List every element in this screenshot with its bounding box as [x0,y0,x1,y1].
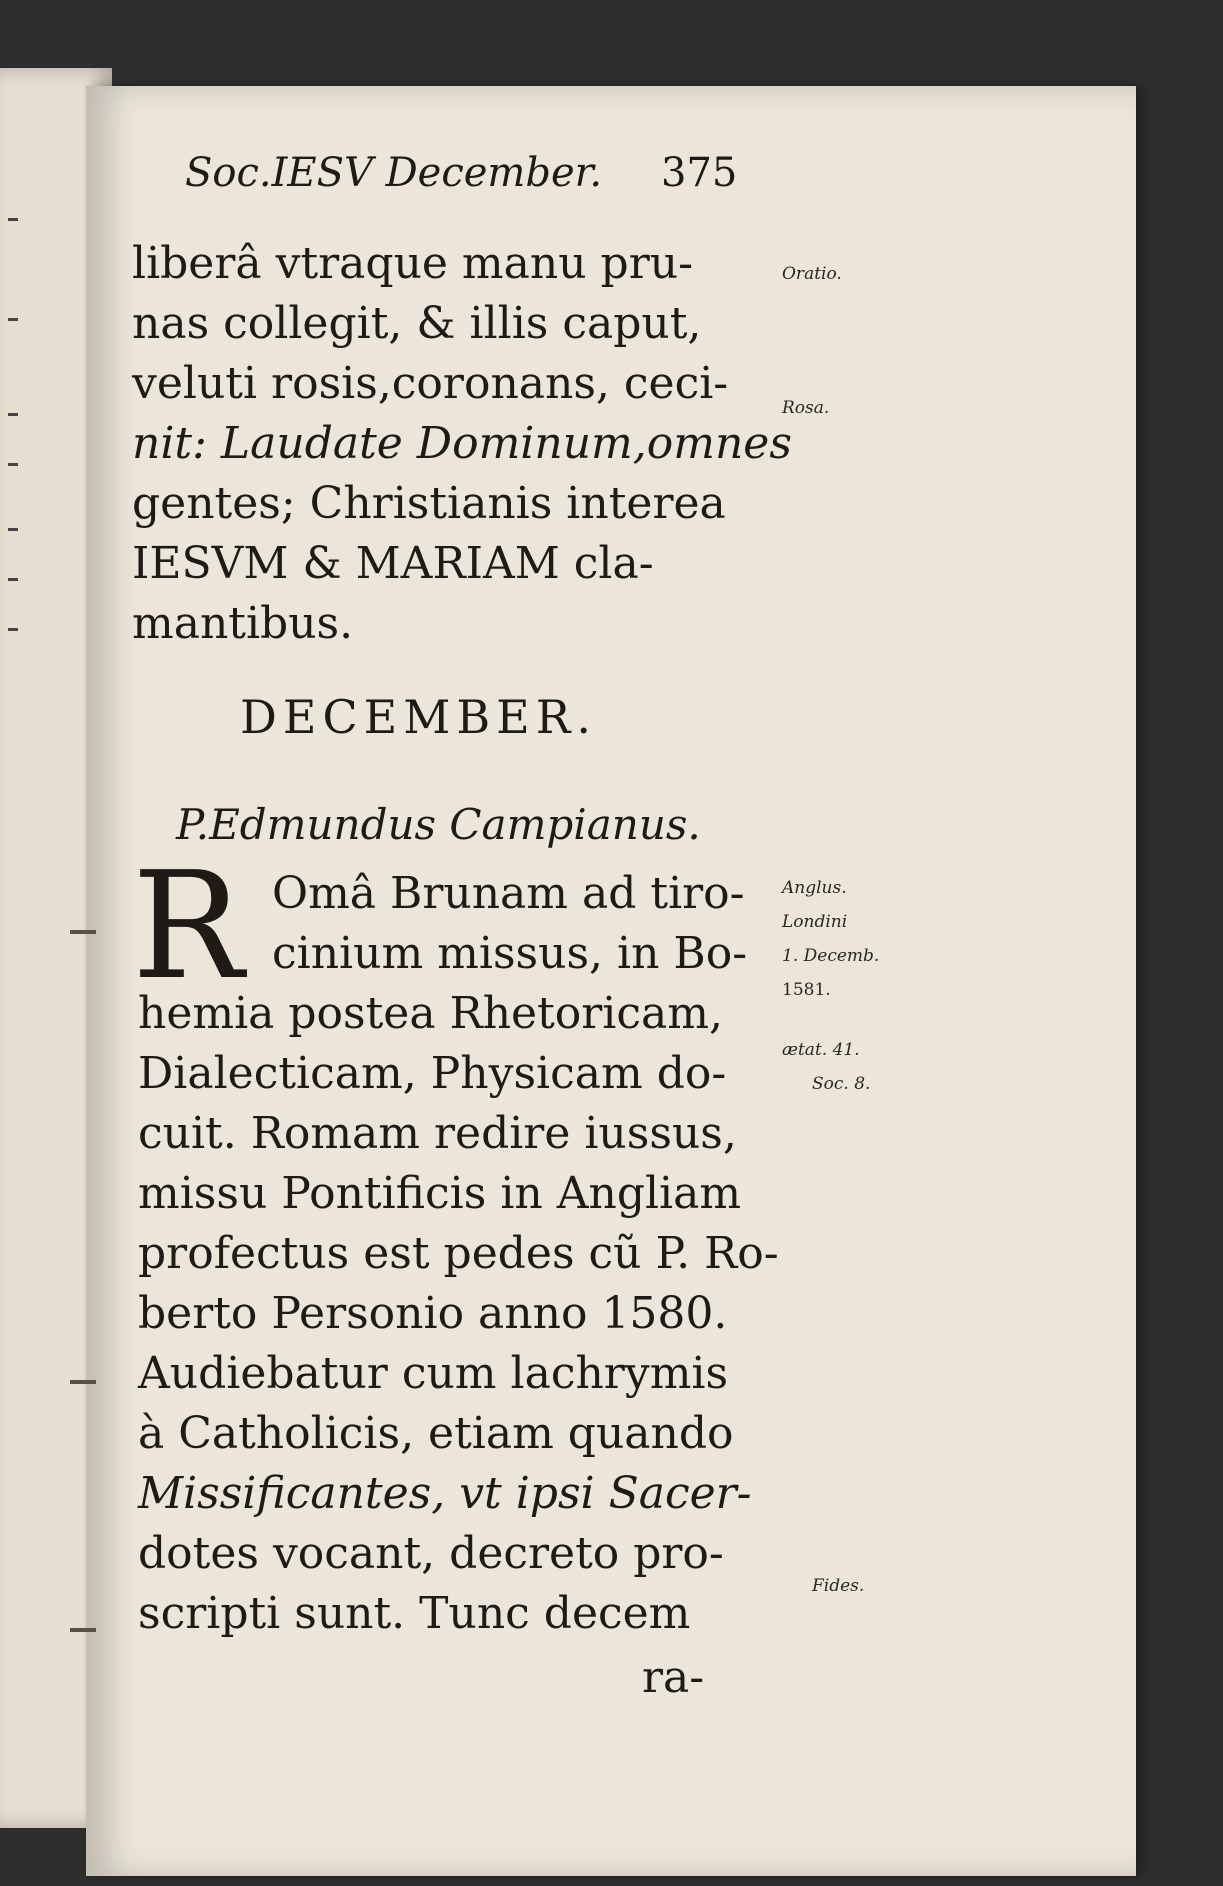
text-line: veluti rosis,coronans, ceci- [132,358,729,409]
ink-mark [8,218,18,221]
text-line: Omâ Brunam ad tiro- [272,868,745,919]
ink-mark [8,528,18,531]
text-line: mantibus. [132,598,354,649]
binding-thread [70,930,96,934]
text-line: hemia postea Rhetoricam, [138,988,723,1039]
entry-title: P.Edmundus Campianus. [176,800,701,849]
running-header: Soc.IESV December. [185,150,603,196]
text-line: scripti sunt. Tunc decem [138,1588,691,1639]
margin-note: Anglus. [782,878,847,898]
ink-mark [8,628,18,631]
text-line: à Catholicis, etiam quando [138,1408,734,1459]
margin-note: Fides. [812,1576,865,1596]
catchword: ra- [642,1652,705,1703]
drop-cap: R [132,840,244,1012]
page-number: 375 [661,150,738,196]
text-line: Dialecticam, Physicam do- [138,1048,727,1099]
margin-note: Oratio. [782,264,842,284]
text-line: IESVM & MARIAM cla- [132,538,654,589]
margin-note: 1581. [782,980,831,1000]
binding-thread [70,1380,96,1384]
text-line: profectus est pedes cũ P. Ro- [138,1228,779,1279]
margin-note: 1. Decemb. [782,946,880,966]
ink-mark [8,318,18,321]
ink-mark [8,413,18,416]
text-line: berto Personio anno 1580. [138,1288,728,1339]
section-heading: DECEMBER. [240,690,597,744]
text-line: liberâ vtraque manu pru- [132,238,693,289]
margin-note: Soc. 8. [812,1074,871,1094]
ink-mark [8,463,18,466]
text-line: cinium missus, in Bo- [272,928,748,979]
text-line: gentes; Christianis interea [132,478,726,529]
binding-thread [70,1628,96,1632]
text-line: Audiebatur cum lachrymis [138,1348,729,1399]
ink-mark [8,578,18,581]
text-line: missu Pontificis in Angliam [138,1168,742,1219]
margin-note: Londini [782,912,848,932]
margin-note: Rosa. [782,398,830,418]
text-line: dotes vocant, decreto pro- [138,1528,724,1579]
text-line: nit: Laudate Dominum,omnes [132,418,792,469]
text-line: cuit. Romam redire iussus, [138,1108,737,1159]
text-line: nas collegit, & illis caput, [132,298,702,349]
margin-note: ætat. 41. [782,1040,860,1060]
text-line: Missificantes, vt ipsi Sacer- [138,1468,752,1519]
